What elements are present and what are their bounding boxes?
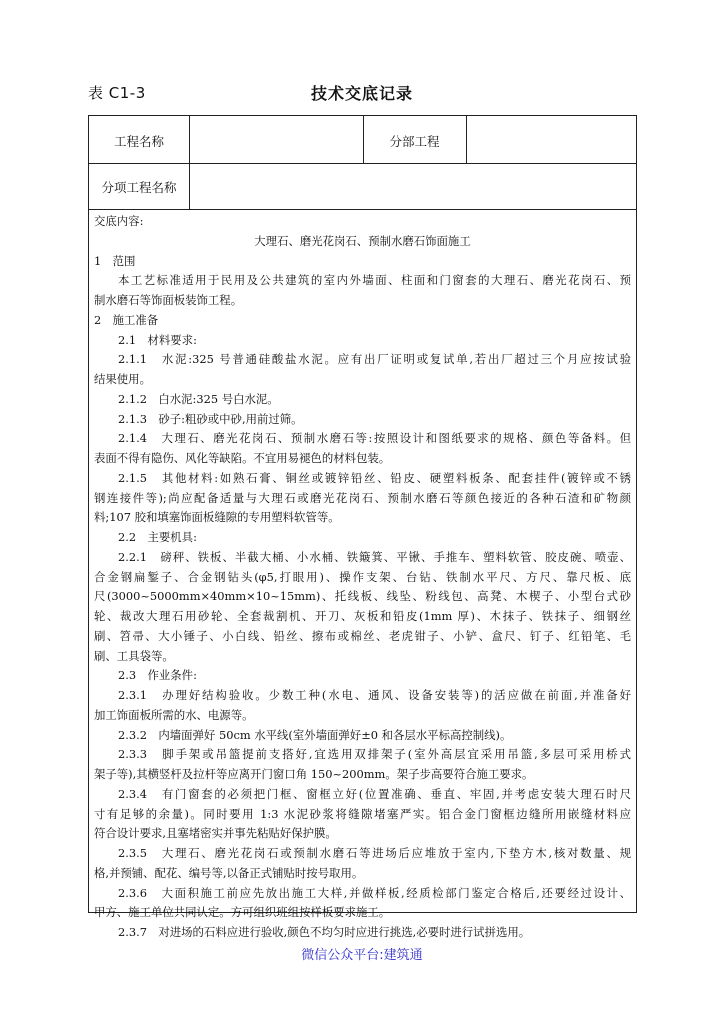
content-heading: 大理石、磨光花岗石、预制水磨石饰面施工: [254, 233, 471, 248]
division-label: 分部工程: [389, 134, 440, 149]
content-line: 刷、笤帚、大小锤子、小白线、铅丝、擦布或棉丝、老虎钳子、小铲、盒尺、钉子、红铅笔、毛: [94, 628, 631, 643]
content-line: 2.1 材料要求:: [118, 332, 197, 347]
content-line: 2.2.1 磅秤、铁板、半截大桶、小水桶、铁簸箕、平锹、手推车、塑料软管、胶皮碗、喷壶、: [118, 549, 631, 564]
content-line: 架子等),其横竖杆及拉杆等应离开门窗口角 150~200mm。架子步高要符合施工要求。: [94, 767, 534, 781]
content-line: 合金钢扁錾子、合金钢钻头(φ5,打眼用)、操作支架、台钻、铁制水平尺、方尺、靠尺板、底: [94, 569, 631, 584]
content-line: 制水磨石等饰面板装饰工程。: [94, 293, 243, 307]
content-line: 1 范围: [94, 253, 136, 268]
content-line: 2.3 作业条件:: [118, 668, 197, 683]
column-divider: [189, 116, 190, 209]
content-line: 2.3.3 脚手架或吊篮提前支搭好,宜选用双排架子(室外高层宜采用吊篮,多层可采用桥式: [118, 747, 631, 762]
content-line: 2.3.4 有门窗套的必须把门框、窗框立好(位置准确、垂直、牢固,并考虑安装大理石时尺: [118, 786, 631, 801]
row-divider: [89, 163, 636, 164]
subitem-name-label: 分项工程名称: [101, 180, 177, 195]
row-divider: [89, 209, 636, 210]
content-line: 2.1.5 其他材料:如熟石膏、铜丝或镀锌铅丝、铅皮、硬塑料板条、配套挂件(镀锌或不锈: [118, 470, 631, 485]
content-line: 结果使用。: [94, 372, 151, 386]
content-line: 尺(3000~5000mm×40mm×10~15mm)、托线板、线坠、粉线包、高凳、木楔子、小型台式砂: [94, 589, 631, 604]
project-name-label: 工程名称: [113, 134, 164, 149]
content-line: 2.1.3 砂子:粗砂或中砂,用前过筛。: [118, 411, 303, 426]
content-line: 2.3.1 办理好结构验收。少数工种(水电、通风、设备安装等)的活应做在前面,并准备好: [118, 688, 631, 702]
content-line: 刷、工具袋等。: [94, 648, 174, 663]
content-line: 本工艺标准适用于民用及公共建筑的室内外墙面、柱面和门窗套的大理石、磨光花岗石、预: [118, 273, 631, 288]
column-divider: [466, 116, 467, 163]
content-line: 2.1.4 大理石、磨光花岗石、预制水磨石等:按照设计和图纸要求的规格、颜色等备料。但: [118, 431, 631, 446]
content-line: 2.3.6 大面积施工前应先放出施工大样,并做样板,经质检部门鉴定合格后,还要经过设计、: [118, 885, 631, 900]
content-line: 加工饰面板所需的水、电源等。: [94, 707, 254, 722]
content-line: 2.2 主要机具:: [118, 530, 197, 544]
content-line: 2.1.1 水泥:325 号普通硅酸盐水泥。应有出厂证明或复试单,若出厂超过三个月应按试验: [118, 352, 631, 367]
disclosure-form: [88, 115, 637, 939]
content-line: 料;107 胶和填塞饰面板缝隙的专用塑料软管等。: [94, 510, 340, 525]
form-code: 表 C1-3: [88, 84, 146, 102]
content-line: 表面不得有隐伤、风化等缺陷。不宜用易褪色的材料包装。: [94, 451, 391, 465]
content-line: 甲方、施工单位共同认定。方可组织班组按样板要求施工。: [94, 905, 391, 920]
content-line: 钢连接件等);尚应配备适量与大理石或磨光花岗石、预制水磨石等颜色接近的各种石渣和矿物颜: [94, 490, 631, 505]
content-label: 交底内容:: [94, 214, 144, 228]
content-line: 2.3.2 内墙面弹好 50cm 水平线(室外墙面弹好±0 和各层水平标高控制线)。: [118, 727, 512, 742]
content-line: 格,并预铺、配花、编号等,以备正式铺贴时按号取用。: [94, 865, 364, 880]
content-line: 2.3.7 对进场的石料应进行验收,颜色不均匀时应进行挑选,必要时进行试拼选用。: [118, 925, 531, 939]
content-line: 轮、裁改大理石用砂轮、全套裁割机、开刀、灰板和铅皮(1mm 厚)、木抹子、铁抹子、细钢丝: [94, 609, 631, 623]
content-line: 符合设计要求,且塞堵密实并事先粘贴好保护膜。: [94, 826, 337, 841]
content-line: 寸有足够的余量)。同时要用 1:3 水泥砂浆将缝隙堵塞严实。铝合金门窗框边缝所用嵌缝材料应: [94, 806, 631, 821]
content-line: 2.1.2 白水泥:325 号白水泥。: [118, 391, 279, 406]
disclosure-content: [94, 212, 631, 943]
content-line: 2 施工准备: [94, 312, 159, 327]
content-line: 2.3.5 大理石、磨光花岗石或预制水磨石等进场后应堆放于室内,下垫方木,核对数量、规: [118, 846, 631, 860]
document-title: 技术交底记录: [310, 84, 413, 103]
footer-credit: 微信公众平台:建筑通: [301, 948, 423, 963]
